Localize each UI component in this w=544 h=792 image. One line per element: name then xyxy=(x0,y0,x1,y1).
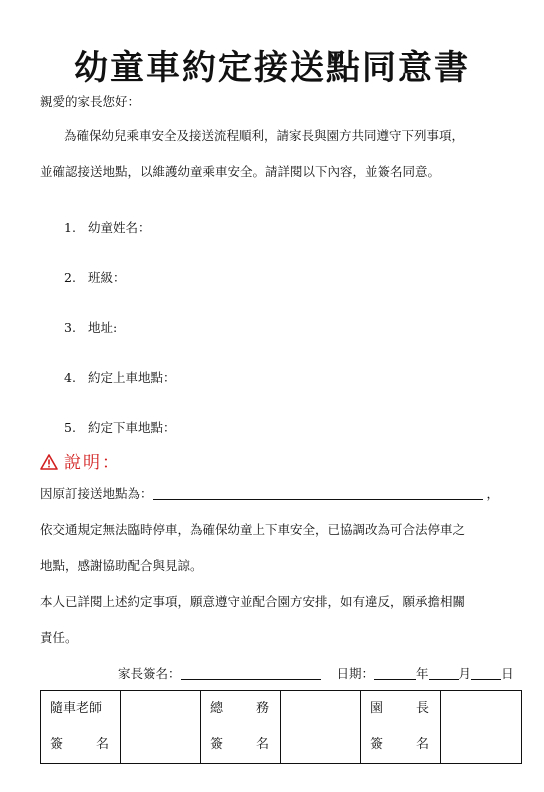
director-label xyxy=(361,691,440,727)
parent-signature-label: 家長簽名： xyxy=(118,666,181,681)
director-signature-box[interactable] xyxy=(441,691,522,764)
parent-signature-blank[interactable] xyxy=(181,666,321,680)
date-day-blank[interactable] xyxy=(471,666,501,680)
original-point-line xyxy=(40,486,499,502)
teacher-signature-box[interactable] xyxy=(121,691,201,764)
note-line-3: 地點，感謝協助配合與見諒。 xyxy=(40,558,203,573)
sign-char: 名 xyxy=(96,737,110,752)
general-affairs-label xyxy=(201,691,280,727)
date-year-blank[interactable] xyxy=(374,666,416,680)
general-affairs-signature-box[interactable] xyxy=(281,691,361,764)
field-number: 2. xyxy=(64,270,76,285)
director-sign-label xyxy=(361,727,440,763)
note-line-4: 本人已詳閱上述約定事項，願意遵守並配合園方安排，如有違反，願承擔相關 xyxy=(40,594,466,609)
sign-char: 簽 xyxy=(370,737,384,752)
label-char: 務 xyxy=(256,701,270,716)
field-label: 幼童姓名： xyxy=(88,220,151,235)
label-char: 園 xyxy=(370,701,384,716)
field-number: 4. xyxy=(64,370,76,385)
field-number: 5. xyxy=(64,420,76,435)
field-pickup-point xyxy=(64,368,176,386)
sign-char: 名 xyxy=(416,737,430,752)
page-title: 幼童車約定接送點同意書 xyxy=(74,48,470,88)
date-label: 日期： xyxy=(336,666,375,681)
field-dropoff-point xyxy=(64,418,176,436)
field-label: 班級： xyxy=(88,270,126,285)
field-number: 1. xyxy=(64,220,76,235)
intro-line-1: 為確保幼兒乘車安全及接送流程順利，請家長與園方共同遵守下列事項， xyxy=(64,128,465,143)
date-month-blank[interactable] xyxy=(429,666,459,680)
note-line-5: 責任。 xyxy=(40,630,78,645)
general-affairs-sign-label xyxy=(201,727,280,763)
field-address xyxy=(64,318,117,336)
intro-line-2: 並確認接送地點，以維護幼童乘車安全。請詳閱以下內容，並簽名同意。 xyxy=(40,164,441,179)
field-number: 3. xyxy=(64,320,76,335)
greeting: 親愛的家長您好： xyxy=(40,94,141,109)
field-label: 約定上車地點： xyxy=(88,370,176,385)
original-point-blank[interactable] xyxy=(153,486,483,500)
signature-line xyxy=(118,666,514,682)
label-char: 長 xyxy=(416,701,430,716)
note-line-2: 依交通規定無法臨時停車，為確保幼童上下車安全，已協調改為可合法停車之 xyxy=(40,522,466,537)
general-affairs-label-cell xyxy=(201,691,281,764)
original-point-end: ， xyxy=(486,486,500,501)
field-label: 地址: xyxy=(88,320,118,335)
year-label: 年 xyxy=(416,666,429,681)
director-label-cell xyxy=(361,691,441,764)
field-label: 約定下車地點： xyxy=(88,420,176,435)
teacher-label: 隨車老師 xyxy=(50,701,103,716)
note-heading xyxy=(40,448,121,475)
note-heading-text: 說明： xyxy=(64,453,121,473)
sign-char: 名 xyxy=(256,737,270,752)
original-point-label: 因原訂接送地點為： xyxy=(40,486,153,501)
month-label: 月 xyxy=(458,666,472,681)
signature-table xyxy=(40,690,522,764)
field-class xyxy=(64,268,126,286)
sign-char: 簽 xyxy=(210,737,224,752)
label-char: 總 xyxy=(210,701,224,716)
warning-triangle-icon xyxy=(40,454,58,475)
teacher-sign-label xyxy=(41,727,120,763)
field-child-name xyxy=(64,218,151,236)
day-label: 日 xyxy=(501,666,514,681)
sign-char: 簽 xyxy=(50,737,64,752)
teacher-label-cell xyxy=(41,691,121,764)
